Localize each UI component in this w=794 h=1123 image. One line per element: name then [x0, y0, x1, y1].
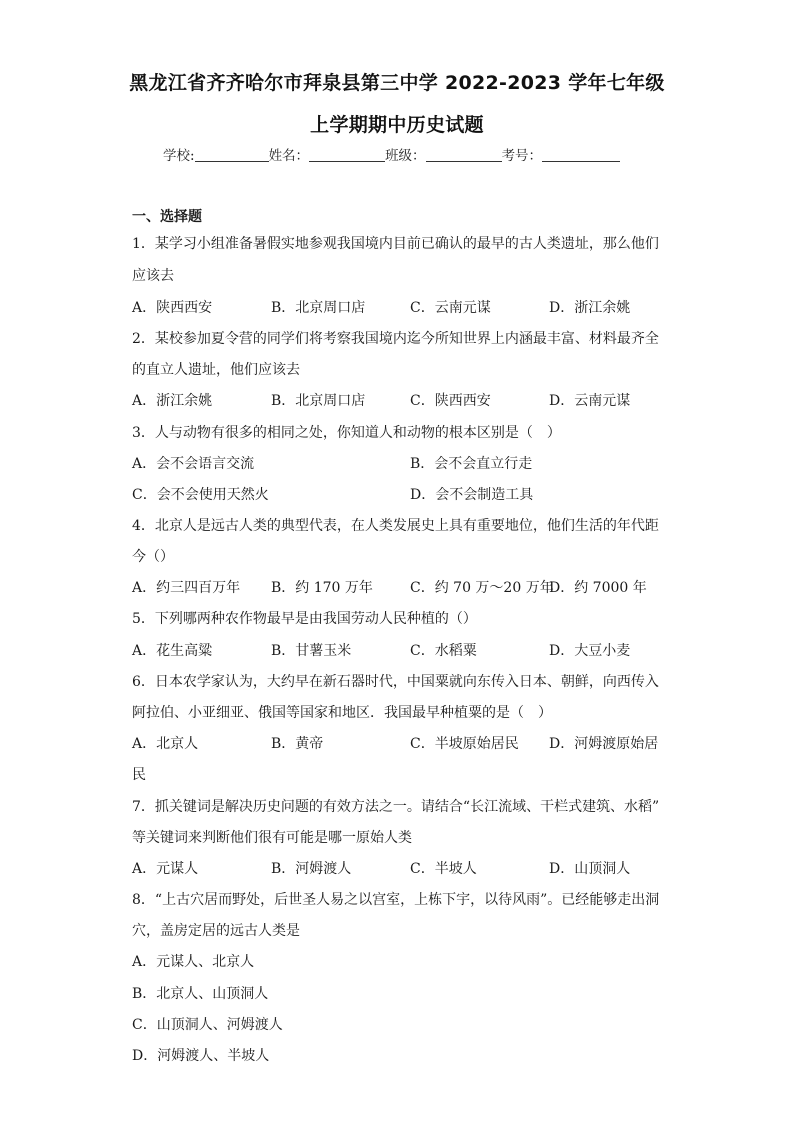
- question-6-option-d-wrap: 民: [132, 767, 146, 783]
- exam-title-line-1: 黑龙江省齐齐哈尔市拜泉县第三中学 2022-2023 学年七年级: [129, 72, 665, 94]
- question-1-line-2: 应该去: [132, 268, 174, 284]
- question-4-line-1: 4．北京人是远古人类的典型代表，在人类发展史上具有重要地位，他们生活的年代距: [132, 518, 659, 534]
- section-heading: 一、选择题: [132, 209, 202, 225]
- question-8-line-1: 8．“上古穴居而野处，后世圣人易之以宫室，上栋下宇，以待风雨”。已经能够走出洞: [132, 892, 660, 908]
- number-blank[interactable]: [542, 147, 620, 162]
- question-4-line-2: 今（）: [132, 549, 174, 565]
- question-3-line-1: 3．人与动物有很多的相同之处，你知道人和动物的根本区别是（ ）: [132, 425, 561, 441]
- question-5-option-c[interactable]: C．水稻粟: [410, 643, 477, 659]
- question-6-option-d[interactable]: D．河姆渡原始居: [549, 736, 659, 752]
- question-7-line-2: 等关键词来判断他们很有可能是哪一原始人类: [132, 830, 412, 846]
- question-3-option-c[interactable]: C．会不会使用天然火: [132, 487, 269, 503]
- question-4-option-d[interactable]: D．约 7000 年: [549, 580, 647, 596]
- name-label: 姓名：: [268, 148, 310, 164]
- class-blank[interactable]: [426, 147, 502, 162]
- question-3-option-d[interactable]: D．会不会制造工具: [410, 487, 534, 503]
- question-8-line-2: 穴，盖房定居的远古人类是: [132, 923, 300, 939]
- question-8-option-d[interactable]: D．河姆渡人、半坡人: [132, 1048, 270, 1064]
- school-label: 学校:: [163, 148, 195, 164]
- question-1-line-1: 1．某学习小组准备暑假实地参观我国境内目前已确认的最早的古人类遗址，那么他们: [132, 236, 659, 252]
- question-6-line-2: 阿拉伯、小亚细亚、俄国等国家和地区．我国最早种植粟的是（ ）: [132, 705, 552, 721]
- question-8-option-c[interactable]: C．山顶洞人、河姆渡人: [132, 1017, 283, 1033]
- question-6-line-1: 6．日本农学家认为，大约早在新石器时代，中国粟就向东传入日本、朝鲜，向西传入: [132, 674, 659, 690]
- question-2-option-b[interactable]: B．北京周口店: [271, 393, 366, 409]
- question-1-option-d[interactable]: D．浙江余姚: [549, 300, 631, 316]
- question-3-option-a[interactable]: A．会不会语言交流: [132, 456, 255, 472]
- question-2-option-d[interactable]: D．云南元谋: [549, 393, 631, 409]
- question-1-option-a[interactable]: A．陕西西安: [132, 300, 213, 316]
- question-7-option-a[interactable]: A．元谋人: [132, 861, 199, 877]
- question-6-option-a[interactable]: A．北京人: [132, 736, 199, 752]
- question-1-option-c[interactable]: C．云南元谋: [410, 300, 491, 316]
- question-1-option-b[interactable]: B．北京周口店: [271, 300, 366, 316]
- question-5-option-a[interactable]: A．花生高粱: [132, 643, 213, 659]
- question-5-option-d[interactable]: D．大豆小麦: [549, 643, 631, 659]
- question-2-option-c[interactable]: C．陕西西安: [410, 393, 491, 409]
- question-7-line-1: 7．抓关键词是解决历史问题的有效方法之一。请结合“长江流域、干栏式建筑、水稻”: [132, 799, 660, 815]
- question-5-line-1: 5．下列哪两种农作物最早是由我国劳动人民种植的（）: [132, 611, 477, 627]
- question-4-option-a[interactable]: A．约三四百万年: [132, 580, 241, 596]
- question-2-line-2: 的直立人遗址，他们应该去: [132, 362, 300, 378]
- question-4-option-c[interactable]: C．约 70 万～20 万年: [410, 580, 554, 596]
- class-label: 班级：: [385, 148, 426, 164]
- question-4-option-b[interactable]: B．约 170 万年: [271, 580, 373, 596]
- question-8-option-b[interactable]: B．北京人、山顶洞人: [132, 986, 269, 1002]
- question-7-option-b[interactable]: B．河姆渡人: [271, 861, 352, 877]
- question-2-option-a[interactable]: A．浙江余姚: [132, 393, 213, 409]
- question-3-option-b[interactable]: B．会不会直立行走: [410, 456, 533, 472]
- question-6-option-b[interactable]: B．黄帝: [271, 736, 324, 752]
- question-5-option-b[interactable]: B．甘薯玉米: [271, 643, 352, 659]
- number-label: 考号：: [501, 148, 543, 164]
- question-7-option-d[interactable]: D．山顶洞人: [549, 861, 631, 877]
- question-8-option-a[interactable]: A．元谋人、北京人: [132, 954, 255, 970]
- exam-title-line-2: 上学期期中历史试题: [310, 114, 484, 136]
- school-blank[interactable]: [195, 147, 269, 162]
- question-6-option-c[interactable]: C．半坡原始居民: [410, 736, 519, 752]
- name-blank[interactable]: [309, 147, 385, 162]
- question-2-line-1: 2．某校参加夏令营的同学们将考察我国境内迄今所知世界上内涵最丰富、材料最齐全: [132, 331, 659, 347]
- question-7-option-c[interactable]: C．半坡人: [410, 861, 477, 877]
- student-info-row: [163, 144, 620, 164]
